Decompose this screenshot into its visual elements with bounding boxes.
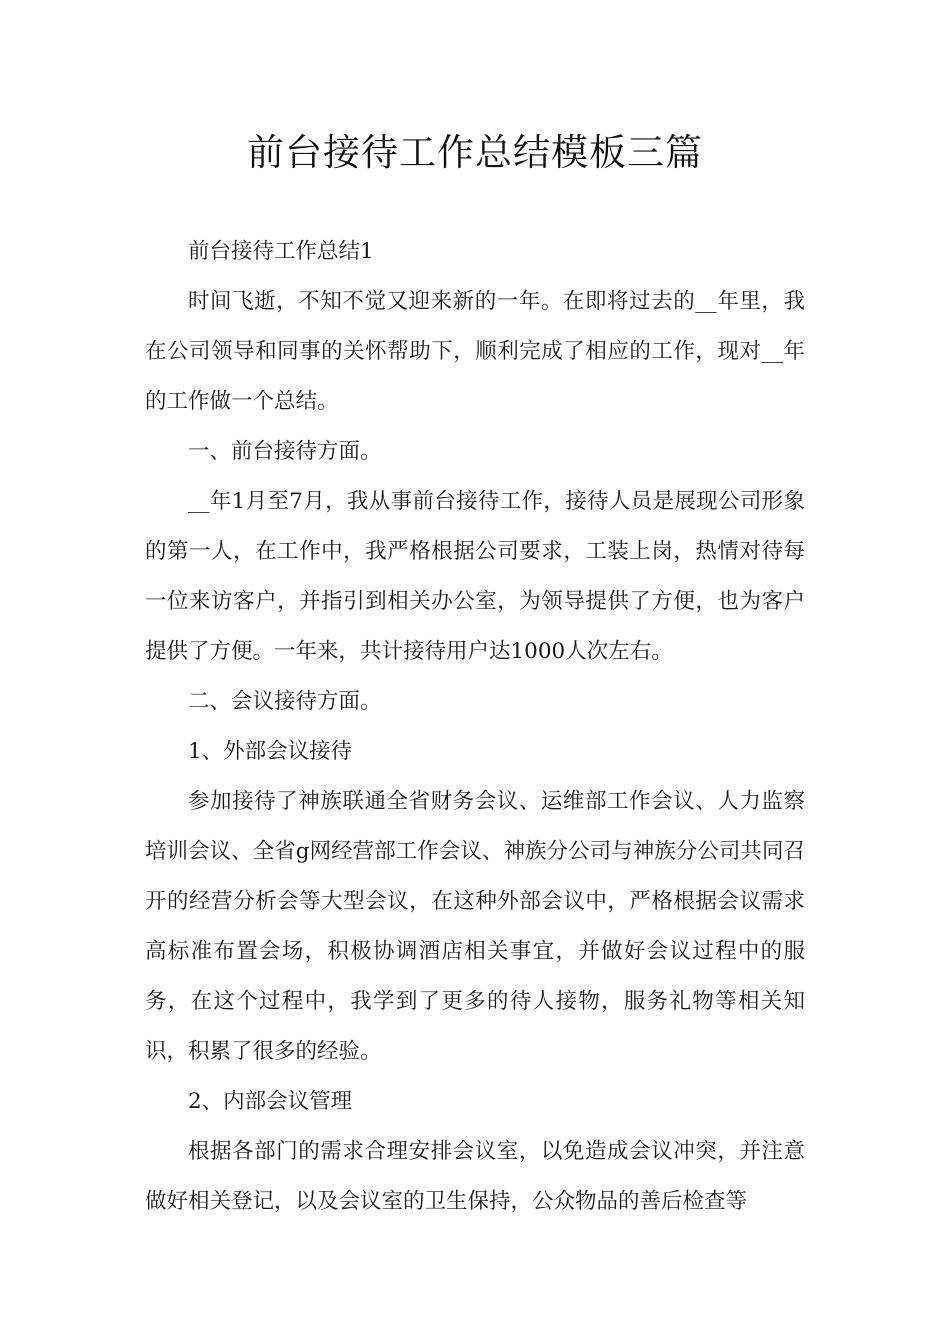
subsection-heading: 2、内部会议管理 <box>188 1089 353 1114</box>
section-heading: 一、前台接待方面。 <box>188 439 382 464</box>
paragraph: __年1月至7月，我从事前台接待工作，接待人员是展现公司形象的第一人，在工作中，我严格根据公司要求，工装上岗，热情对待每一位来访客户，并指引到相关办公室，为领导提供了方便，也为客户提供了方便。一年来，共计接待用户达1000人次左右。 <box>145 489 805 664</box>
document-title: 前台接待工作总结模板三篇 <box>247 131 703 174</box>
document-body <box>145 227 805 1227</box>
section-heading: 二、会议接待方面。 <box>188 689 382 714</box>
paragraph: 时间飞逝，不知不觉又迎来新的一年。在即将过去的__年里，我在公司领导和同事的关怀帮助下，顺利完成了相应的工作，现对__年的工作做一个总结。 <box>145 289 805 414</box>
paragraph: 参加接待了神族联通全省财务会议、运维部工作会议、人力监察培训会议、全省g网经营部工作会议、神族分公司与神族分公司共同召开的经营分析会等大型会议，在这种外部会议中，严格根据会议需求高标准布置会场，积极协调酒店相关事宜，并做好会议过程中的服务，在这个过程中，我学到了更多的待人接物，服务礼物等相关知识，积累了很多的经验。 <box>145 789 805 1064</box>
section-heading: 前台接待工作总结1 <box>188 239 374 264</box>
subsection-heading: 1、外部会议接待 <box>188 739 353 764</box>
paragraph: 根据各部门的需求合理安排会议室，以免造成会议冲突，并注意做好相关登记，以及会议室的卫生保持，公众物品的善后检查等 <box>145 1139 805 1214</box>
